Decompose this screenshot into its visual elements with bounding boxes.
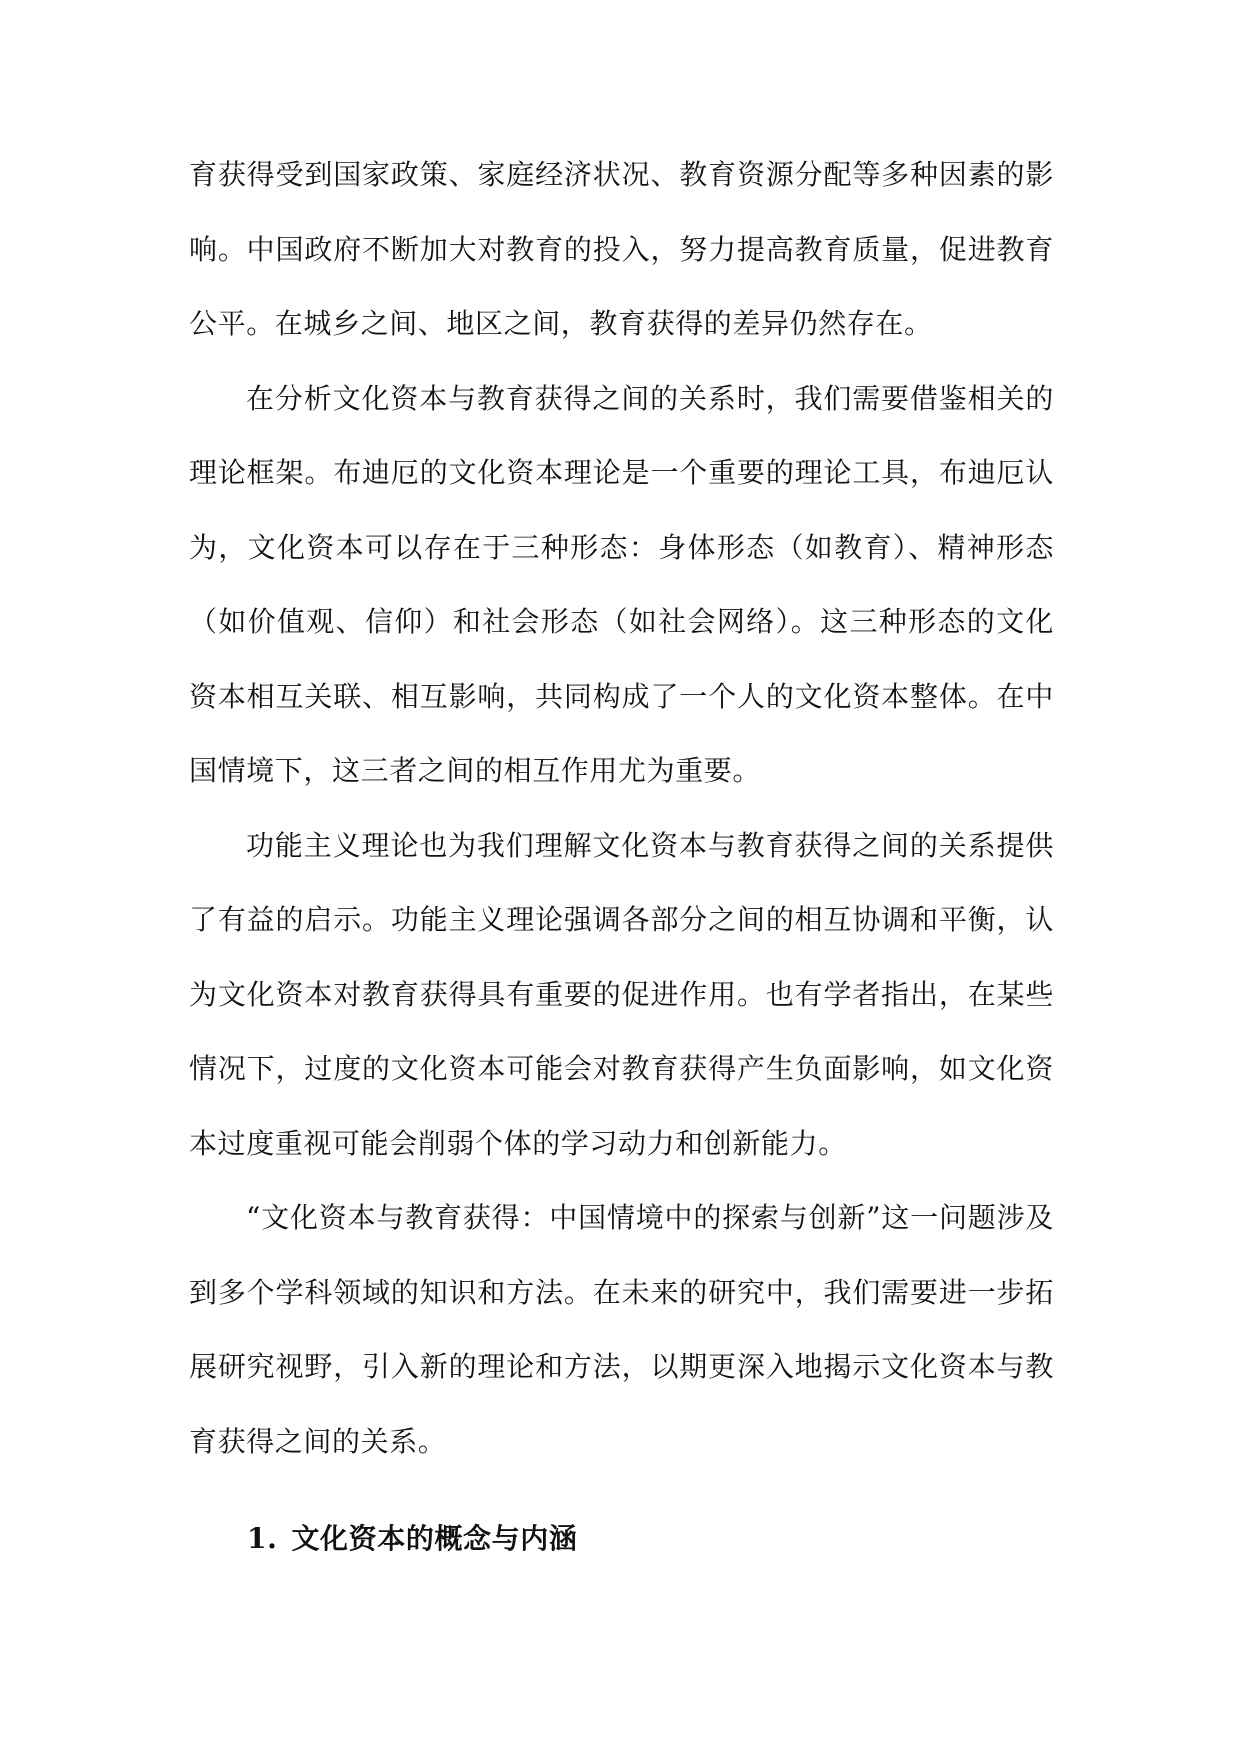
paragraph-continuation: 育获得受到国家政策、家庭经济状况、教育资源分配等多种因素的影响。中国政府不断加大对教育的投入，努力提高教育质量，促进教育公平。在城乡之间、地区之间，教育获得的差异仍然存在。 xyxy=(189,158,1054,340)
section-heading xyxy=(189,1502,1054,1577)
paragraph-future-research: “文化资本与教育获得：中国情境中的探索与创新”这一问题涉及到多个学科领域的知识和方法。在未来的研究中，我们需要进一步拓展研究视野，引入新的理论和方法，以期更深入地揭示文化资本与教育获得之间的关系。 xyxy=(189,1201,1054,1458)
section-title: 文化资本的概念与内涵 xyxy=(291,1522,578,1555)
document-body xyxy=(189,138,1054,1577)
section-number: 1. xyxy=(247,1522,278,1555)
paragraph-functionalism: 功能主义理论也为我们理解文化资本与教育获得之间的关系提供了有益的启示。功能主义理论强调各部分之间的相互协调和平衡，认为文化资本对教育获得具有重要的促进作用。也有学者指出，在某些情况下，过度的文化资本可能会对教育获得产生负面影响，如文化资本过度重视可能会削弱个体的学习动力和创新能力。 xyxy=(189,828,1054,1160)
paragraph-theory-framework: 在分析文化资本与教育获得之间的关系时，我们需要借鉴相关的理论框架。布迪厄的文化资本理论是一个重要的理论工具，布迪厄认为，文化资本可以存在于三种形态：身体形态（如教育）、精神形态（如价值观、信仰）和社会形态（如社会网络）。这三种形态的文化资本相互关联、相互影响，共同构成了一个人的文化资本整体。在中国情境下，这三者之间的相互作用尤为重要。 xyxy=(189,381,1054,787)
